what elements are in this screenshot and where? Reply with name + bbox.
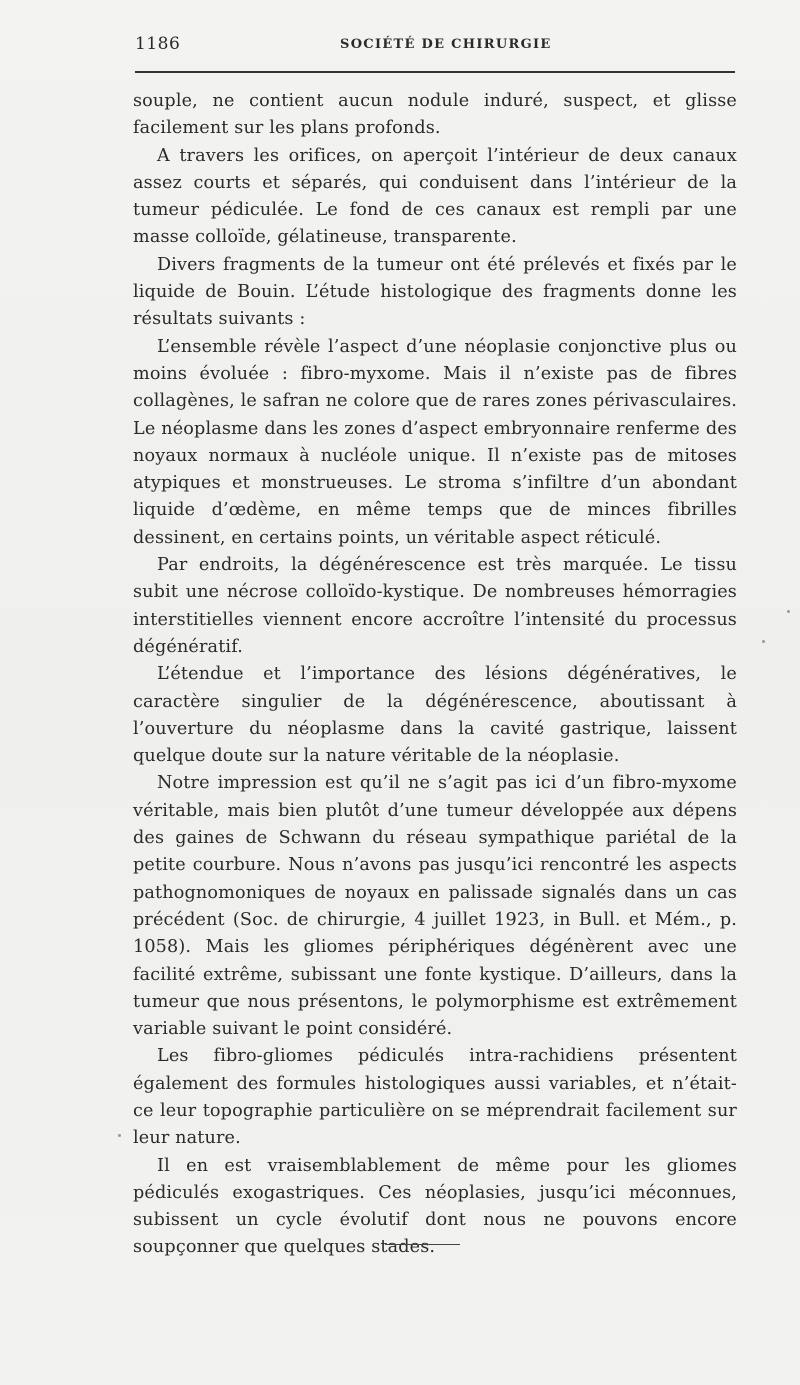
- paragraph-impression: Notre impression est qu’il ne s’agit pas ici d’un fibro-myxome véritable, mais bien plutôt d’une tumeur développée aux dépens des gaines de Schwann du réseau sympathique pariétal de la petite courbure. Nous n’avons pas jusqu’ici rencontré les aspects pathognomoniques de noyaux en palissade signalés dans un cas précédent (Soc. de chirurgie, 4 juillet 1923, in Bull. et Mém., p. 1058). Mais les gliomes périphériques dégénèrent avec une facilité extrême, subissant une fonte kystique. D’ailleurs, dans la tumeur que nous présentons, le polymorphisme est extrêmement variable suivant le point considéré.: [133, 773, 737, 1040]
- page-header: [135, 34, 735, 56]
- paper-speck: [787, 610, 790, 613]
- paper-speck: [762, 640, 765, 643]
- paragraph-lesions: L’étendue et l’importance des lésions dégénératives, le caractère singulier de la dégénérescence, aboutissant à l’ouverture du néoplasme dans la cavité gastrique, laissent quelque doute sur la nature véritable de la néoplasie.: [133, 664, 737, 767]
- paragraph-histology: L’ensemble révèle l’aspect d’une néoplasie conjonctive plus ou moins évoluée : fibro-myxome. Mais il n’existe pas de fibres collagènes, le safran ne colore que de rares zones périvasculaires. Le néoplasme dans les zones d’aspect embryonnaire renferme des noyaux normaux à nucléole unique. Il n’existe pas de mitoses atypiques et monstrueuses. Le stroma s’infiltre d’un abondant liquide d’œdème, en même temps que de minces fibrilles dessinent, en certains points, un véritable aspect réticulé.: [133, 336, 737, 548]
- article-body: [133, 88, 737, 1262]
- paragraph-orifices: A travers les orifices, on aperçoit l’intérieur de deux canaux assez courts et séparés, qui conduisent dans l’intérieur de la tumeur pédiculée. Le fond de ces canaux est rempli par une masse colloïde, gélatineuse, transparente.: [133, 145, 737, 248]
- header-rule: [135, 71, 735, 73]
- paragraph-conclusion: Il en est vraisemblablement de même pour les gliomes pédiculés exogastriques. Ces néoplasies, jusqu’ici méconnues, subissent un cycle évolutif dont nous ne pouvons encore soupçonner que quelques stades.: [133, 1155, 737, 1258]
- paragraph-fibro-gliomes: Les fibro-gliomes pédiculés intra-rachidiens présentent également des formules histologiques aussi variables, et n’était-ce leur topographie particulière on se méprendrait facilement sur leur nature.: [133, 1046, 737, 1149]
- footer-rule: [385, 1244, 460, 1245]
- page-number: 1186: [135, 34, 181, 54]
- running-title: SOCIÉTÉ DE CHIRURGIE: [340, 37, 552, 52]
- paragraph-fragments: Divers fragments de la tumeur ont été prélevés et fixés par le liquide de Bouin. L’étude histologique des fragments donne les résultats suivants :: [133, 254, 737, 330]
- paragraph-degeneration: Par endroits, la dégénérescence est très marquée. Le tissu subit une nécrose colloïdo-kystique. De nombreuses hémorragies interstitielles viennent encore accroître l’intensité du processus dégénératif.: [133, 555, 737, 657]
- paper-speck: [118, 1134, 121, 1137]
- paragraph-continuation: souple, ne contient aucun nodule induré, suspect, et glisse facilement sur les plans profonds.: [133, 91, 737, 139]
